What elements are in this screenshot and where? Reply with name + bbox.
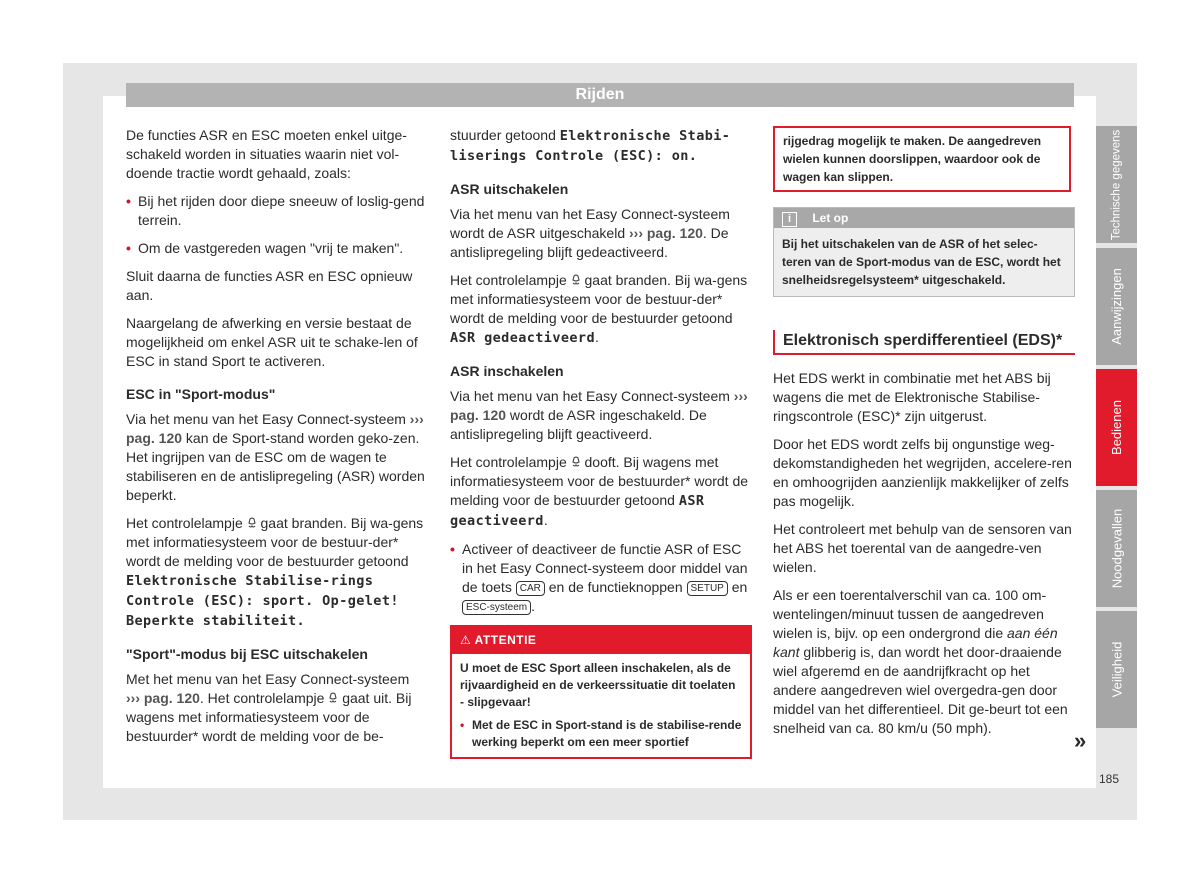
subheading: "Sport"-modus bij ESC uitschakelen [126,646,368,662]
continue-arrow-icon: » [1074,728,1087,753]
warning-body [452,654,750,757]
page-reference-link[interactable]: ››› pag. 120 [629,225,703,241]
text: stuurder getoond [450,127,556,143]
text: Het controlelampje [450,454,567,470]
column-2 [450,126,752,759]
text: Via het menu van het Easy Connect-systeem [450,388,730,404]
note-box [773,207,1075,297]
paragraph [450,387,752,444]
esc-warning-lamp-icon [328,692,338,705]
tab-label: Noodgevallen [1109,508,1125,589]
paragraph [126,670,426,746]
text: dooft. Bij wagens met informatiesysteem voor de bestuurder* wordt de melding voor de bestuurder getoond [450,454,749,508]
warning-text: U moet de ESC Sport alleen inschakelen, als de rijvaardigheid en de verkeerssituatie dit toelaten - slipgevaar! [460,661,736,709]
text: Met het menu van het Easy Connect-systeem [126,671,410,687]
esc-systeem-key[interactable]: ESC-systeem [462,600,531,615]
paragraph [450,126,752,166]
warning-continuation-box: rijgedrag mogelijk te maken. De aangedreven wielen kunnen doorslippen, waardoor ook de wagen kan slippen. [773,126,1071,192]
tab-label: Technische gegevens [1110,129,1123,240]
display-message: geactiveerd [450,513,544,529]
paragraph: Sluit daarna de functies ASR en ESC opnieuw aan. [126,268,413,303]
text: . De antislipregeling blijft gedeactiveerd. [450,225,729,260]
bullet-item: • Activeer of deactiveer de functie ASR of ESC in het Easy Connect-systeem door middel van de toets CAR en de functieknoppen SETUP en ESC-systeem . [450,540,752,616]
display-message: Elektronische Stabilise-rings Controle (ESC): sport. Op-gelet! Beperkte stabiliteit. [126,573,399,629]
page-reference-link[interactable]: ››› pag. 120 [126,411,424,446]
tab-bedienen[interactable] [1096,369,1137,486]
text: Via het menu van het Easy Connect-systeem [126,411,406,427]
text: kan de Sport-stand worden geko-zen. Het ingrijpen van de ESC om de wagen te stabiliseren en de antislipregeling (ASR) worden beperkt. [126,430,425,503]
warning-box [450,625,752,759]
paragraph: Door het EDS wordt zelfs bij ongunstige weg-dekomstandigheden het wegrijden, accelere-ren en omhoogrijden aanzienlijk makkelijker of zelfs pas mogelijk. [773,436,1072,509]
subheading: ASR inschakelen [450,363,564,379]
paragraph [773,586,1075,738]
display-message: Elektronische Stabi-liserings Controle (ESC): on. [450,128,731,164]
emphasis: aan één kant [773,625,1058,660]
tab-label: Bedienen [1109,400,1125,455]
note-title: Let op [812,211,849,225]
column-3-text [773,369,1075,747]
text: gaat branden. Bij wa-gens met informatiesysteem voor de bestuur-der* wordt de melding voor de bestuurder getoond [450,272,748,326]
tab-aanwijzingen[interactable] [1096,248,1137,365]
note-body: Bij het uitschakelen van de ASR of het selec-teren van de Sport-modus van de ESC, wordt het snelheidsregelsysteem* uitgeschakeld. [774,228,1074,296]
page-reference-link[interactable]: ››› pag. 120 [450,388,748,423]
info-icon: i [782,212,797,227]
car-key[interactable]: CAR [516,581,545,596]
paragraph [126,410,426,505]
text: gaat uit. Bij wagens met informatiesysteem voor de bestuurder* wordt de melding voor de be- [126,690,412,744]
esc-warning-lamp-icon [571,456,581,469]
tab-label: Veiligheid [1109,641,1124,698]
warning-title: ATTENTIE [474,633,537,647]
paragraph: Het controleert met behulp van de sensoren van het ABS het toerental van de aangedre-ven wielen. [773,521,1072,575]
page-number: 185 [1099,772,1120,786]
text: gaat branden. Bij wa-gens met informatiesysteem voor de bestuur-der* wordt de melding voor de bestuurder getoond [126,515,424,569]
column-1 [126,126,426,755]
tab-noodgevallen[interactable] [1096,490,1137,607]
page-reference-link[interactable]: ››› pag. 120 [126,690,200,706]
setup-key[interactable]: SETUP [687,581,728,596]
subheading: ASR uitschakelen [450,181,569,197]
text: wordt de ASR ingeschakeld. De antislipregeling blijft geactiveerd. [450,407,707,442]
paragraph [126,514,426,631]
bullet-item: • Bij het rijden door diepe sneeuw of loslig-gend terrein. [126,192,426,230]
display-message: ASR gedeactiveerd [450,330,595,346]
esc-warning-lamp-icon [571,274,581,287]
tab-label: Aanwijzingen [1109,268,1125,345]
warning-triangle-icon: ⚠ [460,633,472,647]
text: Activeer of deactiveer de functie ASR of ESC in het Easy Connect-systeem door middel van de toets [462,541,748,595]
warning-header [452,627,750,654]
text: glibberig is, dan wordt het door-draaiende wiel afgeremd en de aandrijfkracht op het andere aangedreven wiel overgedra-gen door middel van het differentieel. Dit ge-beurt tot een snelheid van ca. 80 km/u (50 mph). [773,644,1068,736]
chapter-header: Rijden [126,83,1074,107]
display-message: ASR [678,493,705,509]
text: Als er een toerentalverschil van ca. 100 om-wentelingen/minuut tussen de aangedreven wielen is, bijv. op een ondergrond die [773,587,1047,641]
tab-veiligheid[interactable] [1096,611,1137,728]
paragraph: Het controlelampje dooft. Bij wagens met informatiesysteem voor de bestuurder* wordt de melding voor de bestuurder getoond ASR geactiveerd. [450,454,749,529]
warning-bullet: • Met de ESC in Sport-stand is de stabilise-rende werking beperkt om een meer sportief [460,717,742,751]
tab-technische-gegevens[interactable] [1096,126,1137,243]
bullet-item: • Om de vastgereden wagen "vrij te maken". [126,239,426,258]
paragraph: Het EDS werkt in combinatie met het ABS bij wagens die met de Elektronische Stabilise-ringscontrole (ESC)* zijn uitgerust. [773,370,1051,424]
subheading: ESC in "Sport-modus" [126,386,276,402]
esc-warning-lamp-icon [247,517,257,530]
text: . Het controlelampje [199,690,325,706]
text: en [731,579,748,595]
section-heading: Elektronisch sperdifferentieel (EDS)* [773,330,1075,355]
text: Het controlelampje [126,515,243,531]
paragraph: Het controlelampje gaat branden. Bij wa-gens met informatiesysteem voor de bestuur-der* wordt de melding voor de bestuurder getoond ASR gedeactiveerd. [450,272,748,346]
paragraph: Naargelang de afwerking en versie bestaat de mogelijkheid om enkel ASR uit te schake-len of ESC in stand Sport te activeren. [126,315,418,369]
paragraph [450,205,752,262]
text: Het controlelampje [450,272,567,288]
text: Via het menu van het Easy Connect-systeem wordt de ASR uitgeschakeld [450,206,730,241]
note-header [774,208,1074,228]
text: en de functieknoppen [548,579,683,595]
paragraph: De functies ASR en ESC moeten enkel uitge-schakeld worden in situaties waarin niet vol-doende tractie wordt gehaald, zoals: [126,127,407,181]
